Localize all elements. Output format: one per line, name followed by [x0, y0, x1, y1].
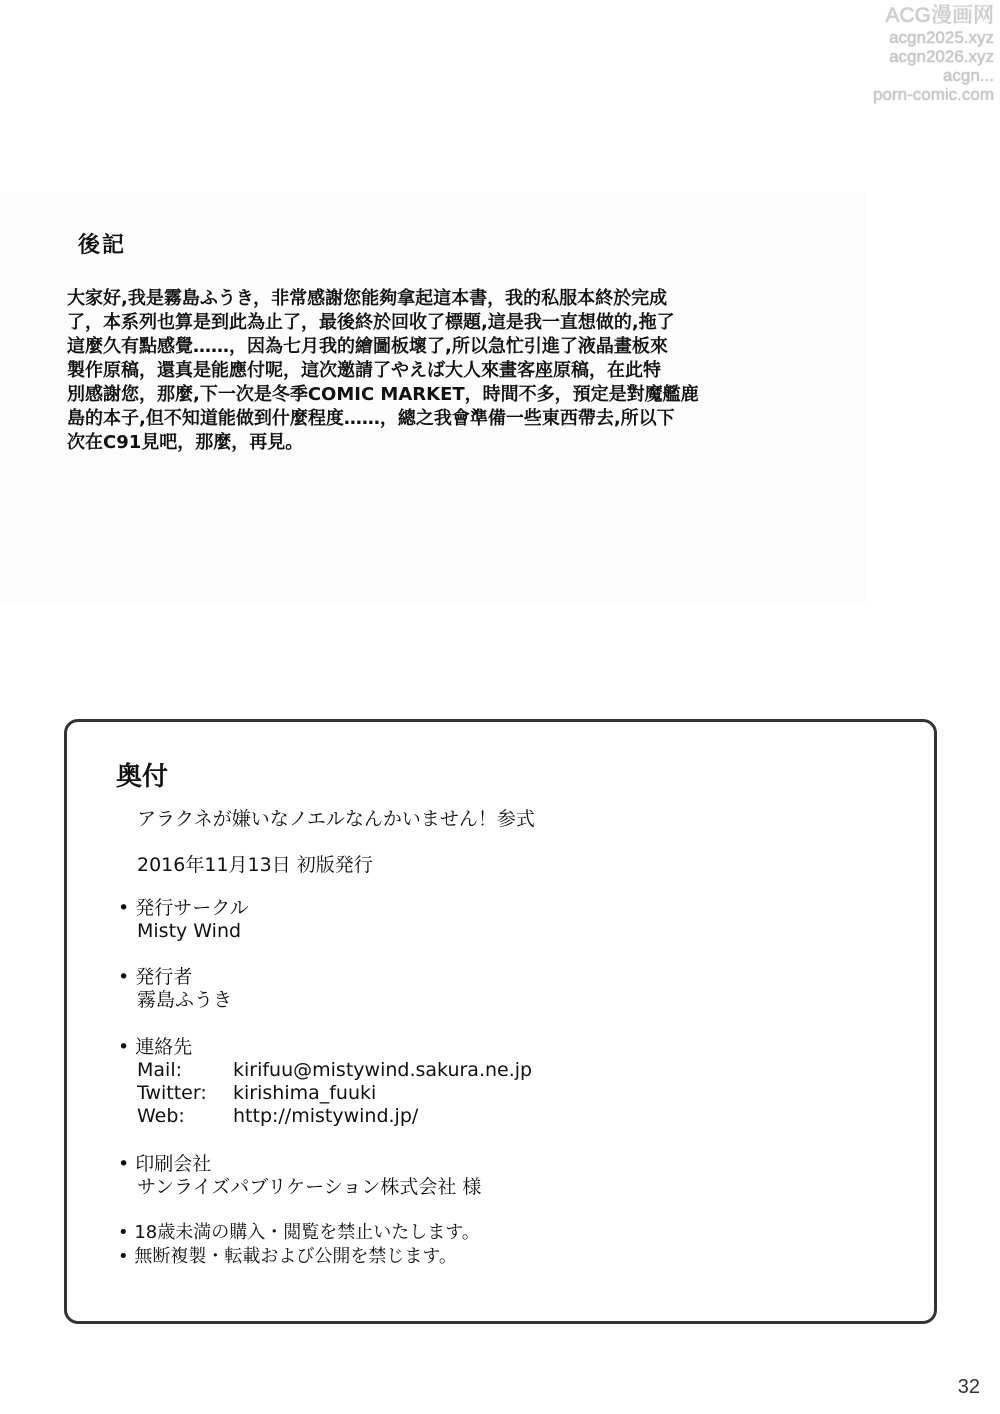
- circle-section: [118, 897, 249, 943]
- printer-name: サンライズパブリケーション株式会社 様: [137, 1176, 482, 1198]
- watermark-line: porn-comic.com: [873, 85, 994, 104]
- twitter-key: Twitter:: [137, 1082, 207, 1104]
- mail-row: [118, 1059, 532, 1082]
- publisher-section: [118, 966, 232, 1012]
- afterword-line: 了，本系列也算是到此為止了，最後終於回收了標題,這是我一直想做的,拖了: [67, 312, 675, 333]
- contact-section: [118, 1036, 532, 1128]
- afterword-line: 次在C91見吧，那麼，再見。: [67, 432, 304, 453]
- web-value[interactable]: http://mistywind.jp/: [233, 1105, 419, 1127]
- watermark: [873, 4, 994, 104]
- watermark-line: acgn...: [942, 66, 994, 85]
- afterword-title: 後記: [78, 233, 127, 258]
- twitter-value[interactable]: kirishima_fuuki: [233, 1082, 377, 1104]
- contact-label: • 連絡先: [118, 1036, 532, 1059]
- afterword-line: 大家好,我是霧島ふうき，非常感謝您能夠拿起這本書，我的私服本終於完成: [67, 288, 668, 309]
- mail-value[interactable]: kirifuu@mistywind.sakura.ne.jp: [233, 1059, 533, 1081]
- afterword-line: 別感謝您，那麼,下一次是冬季COMIC MARKET，時間不多，預定是對魔艦鹿: [67, 384, 699, 405]
- afterword-line: 製作原稿，還真是能應付呢，這次邀請了やえば大人來畫客座原稿，在此特: [67, 360, 661, 381]
- watermark-line: acgn2025.xyz: [889, 28, 994, 47]
- colophon-title: 奥付: [116, 762, 169, 792]
- web-row: [118, 1105, 532, 1128]
- afterword-line: 島的本子,但不知道能做到什麼程度……，總之我會準備一些東西帶去,所以下: [67, 408, 675, 429]
- book-title: アラクネが嫌いなノエルなんかいません！参式: [137, 808, 535, 830]
- watermark-line: ACG漫画网: [885, 4, 994, 27]
- edition-date: 2016年11月13日 初版発行: [137, 854, 373, 876]
- afterword-line: 這麼久有點感覺……，因為七月我的繪圖板壞了,所以急忙引進了液晶畫板來: [67, 336, 668, 357]
- afterword-body: [67, 287, 837, 455]
- publisher-label: • 発行者: [118, 966, 232, 989]
- printer-section: [118, 1153, 481, 1199]
- circle-name: Misty Wind: [137, 920, 242, 942]
- twitter-row: [118, 1082, 532, 1105]
- circle-label: • 発行サークル: [118, 897, 249, 920]
- note-item: • 18歳未満の購入・閲覧を禁止いたします。: [118, 1221, 480, 1245]
- note-item: • 無断複製・転載および公開を禁じます。: [118, 1245, 480, 1269]
- page-number: 32: [957, 1376, 980, 1398]
- mail-key: Mail:: [137, 1059, 182, 1081]
- publisher-name: 霧島ふうき: [137, 989, 233, 1011]
- printer-label: • 印刷会社: [118, 1153, 481, 1176]
- web-key: Web:: [137, 1105, 185, 1127]
- watermark-line: acgn2026.xyz: [889, 47, 994, 66]
- notes: [118, 1221, 480, 1269]
